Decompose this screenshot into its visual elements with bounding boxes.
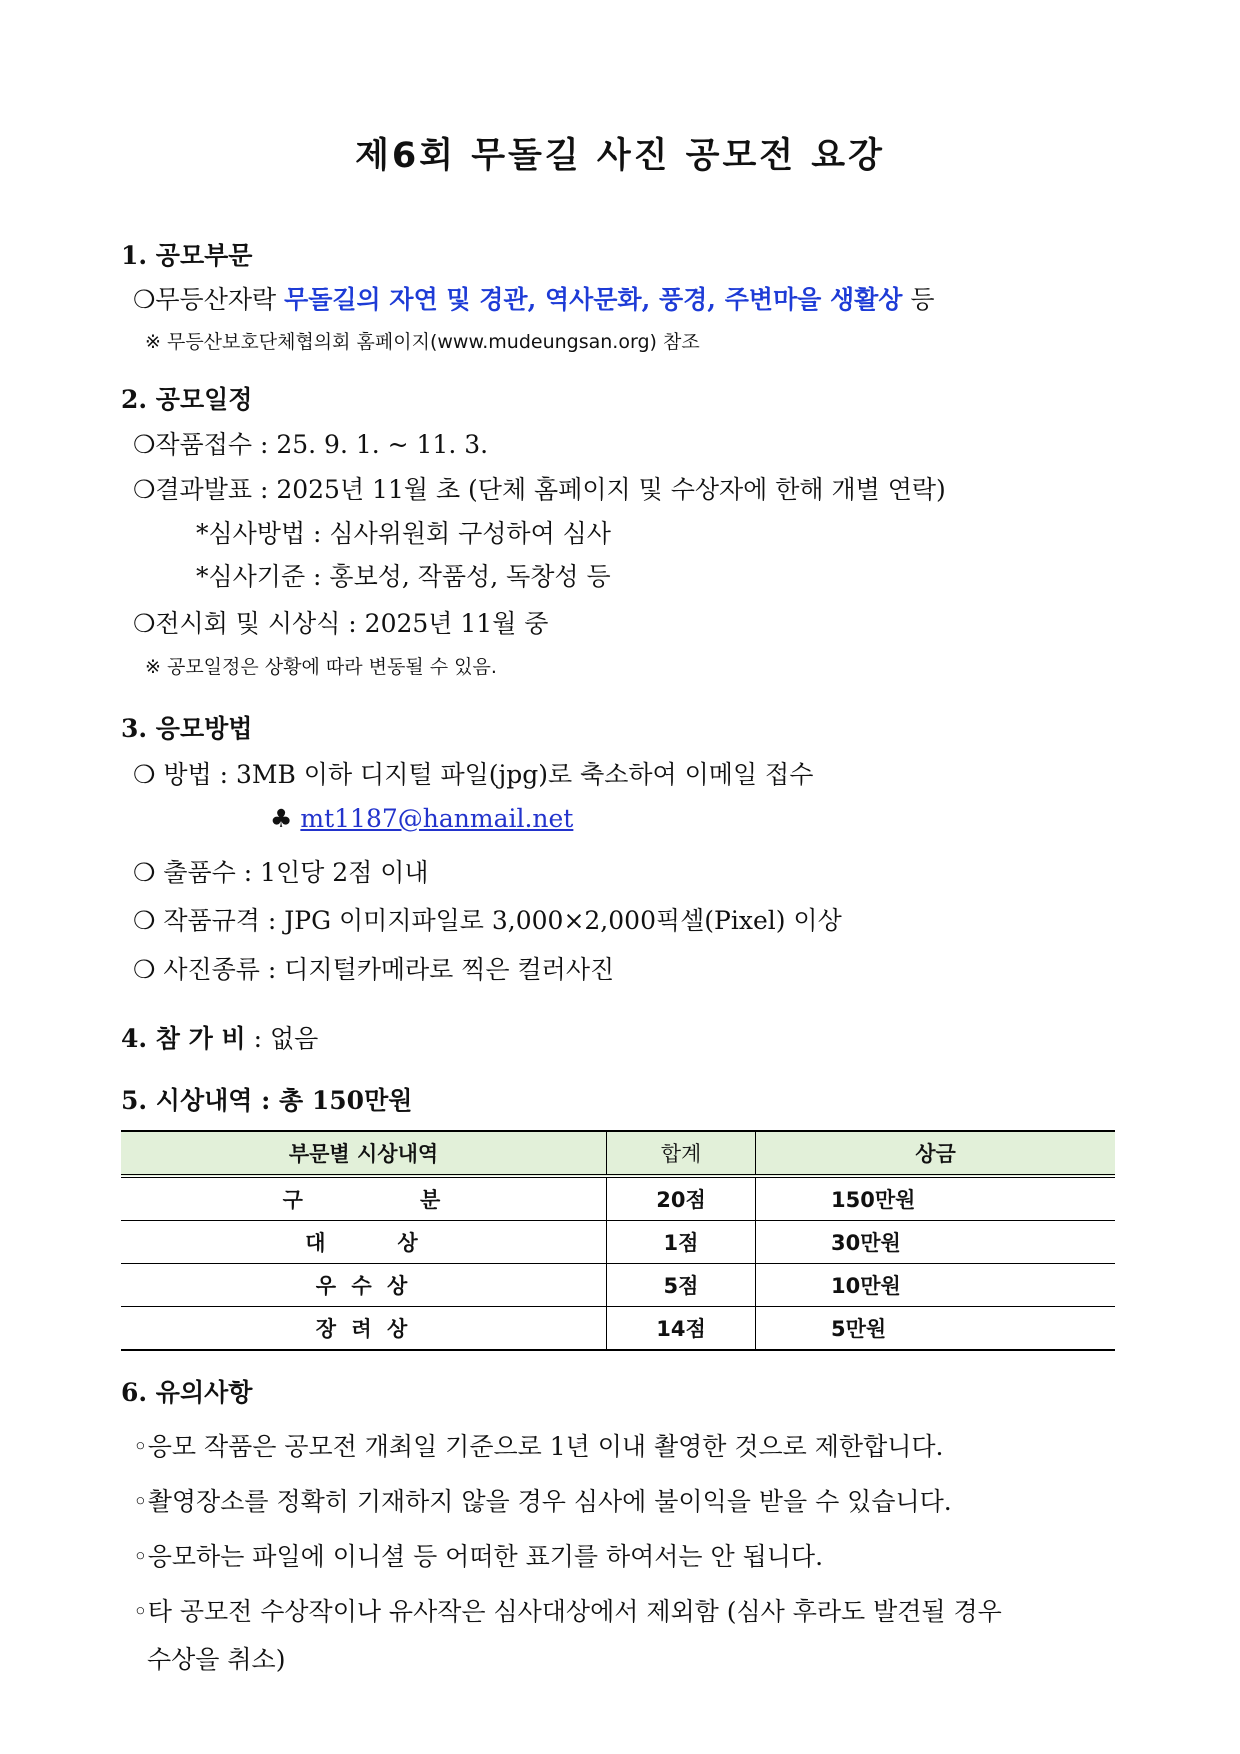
table-cell: 30만원 [756,1221,1116,1264]
header-category: 부문별 시상내역 [121,1131,607,1176]
section-2-note: ※ 공모일정은 상황에 따라 변동될 수 있음. [145,656,497,678]
section-5-heading: 5. 시상내역 : 총 150만원 [121,1086,413,1115]
header-prize: 상금 [756,1131,1116,1176]
section-4-line [121,1019,318,1055]
method-line: ❍ 방법 : 3MB 이하 디지털 파일(jpg)로 축소하여 이메일 접수 [133,760,814,789]
notice-item-continuation: 수상을 취소) [147,1645,286,1674]
entry-fee-value: : 없음 [245,1024,319,1053]
table-cell: 5만원 [756,1307,1116,1351]
section-6-heading: 6. 유의사항 [121,1378,253,1407]
section-1-highlight: 무돌길의 자연 및 경관, 역사문화, 풍경, 주변마을 생활상 [284,285,903,314]
schedule-submission: ❍작품접수 : 25. 9. 1. ~ 11. 3. [133,430,489,459]
review-method: *심사방법 : 심사위원회 구성하여 심사 [196,519,611,548]
photo-type: ❍ 사진종류 : 디지털카메라로 찍은 컬러사진 [133,955,615,984]
prize-table [121,1130,1115,1351]
table-header-row [121,1131,1115,1176]
table-cell: 구 분 [121,1176,607,1221]
table-cell: 150만원 [756,1176,1116,1221]
notice-item: ◦응모 작품은 공모전 개최일 기준으로 1년 이내 촬영한 것으로 제한합니다. [133,1432,944,1461]
table-row [121,1176,1115,1221]
table-cell: 장 려 상 [121,1307,607,1351]
header-total: 합계 [607,1131,756,1176]
entry-count: ❍ 출품수 : 1인당 2점 이내 [133,858,429,887]
schedule-exhibition: ❍전시회 및 시상식 : 2025년 11월 중 [133,609,549,638]
section-1-note: ※ 무등산보호단체협의회 홈페이지(www.mudeungsan.org) 참조 [145,331,700,353]
table-cell: 대 상 [121,1221,607,1264]
table-cell: 10만원 [756,1264,1116,1307]
section-3-heading: 3. 응모방법 [121,714,253,743]
section-4-heading: 4. 참 가 비 [121,1024,246,1053]
table-cell: 1점 [607,1221,756,1264]
section-1-line [133,280,935,316]
email-line [270,804,573,833]
table-row [121,1307,1115,1351]
table-cell: 14점 [607,1307,756,1351]
section-2-heading: 2. 공모일정 [121,385,253,414]
notice-item: ◦응모하는 파일에 이니셜 등 어떠한 표기를 하여서는 안 됩니다. [133,1542,824,1571]
table-cell: 5점 [607,1264,756,1307]
notice-item: ◦촬영장소를 정확히 기재하지 않을 경우 심사에 불이익을 받을 수 있습니다. [133,1487,952,1516]
email-link[interactable]: mt1187@hanmail.net [300,804,574,833]
table-row [121,1264,1115,1307]
document-title: 제6회 무돌길 사진 공모전 요강 [355,136,885,176]
schedule-announcement: ❍결과발표 : 2025년 11월 초 (단체 홈페이지 및 수상자에 한해 개별 연락) [133,475,946,504]
section-1-heading: 1. 공모부문 [121,241,253,270]
table-row [121,1221,1115,1264]
table-cell: 우 수 상 [121,1264,607,1307]
file-spec: ❍ 작품규격 : JPG 이미지파일로 3,000×2,000픽셀(Pixel) 이상 [133,906,842,935]
section-1-prefix: ❍무등산자락 [133,285,285,314]
section-1-suffix: 등 [902,285,935,314]
review-criteria: *심사기준 : 홍보성, 작품성, 독창성 등 [196,562,611,591]
table-cell: 20점 [607,1176,756,1221]
club-icon: ♣ [270,804,293,833]
notice-item: ◦타 공모전 수상작이나 유사작은 심사대상에서 제외함 (심사 후라도 발견될 경우 [133,1597,1002,1626]
